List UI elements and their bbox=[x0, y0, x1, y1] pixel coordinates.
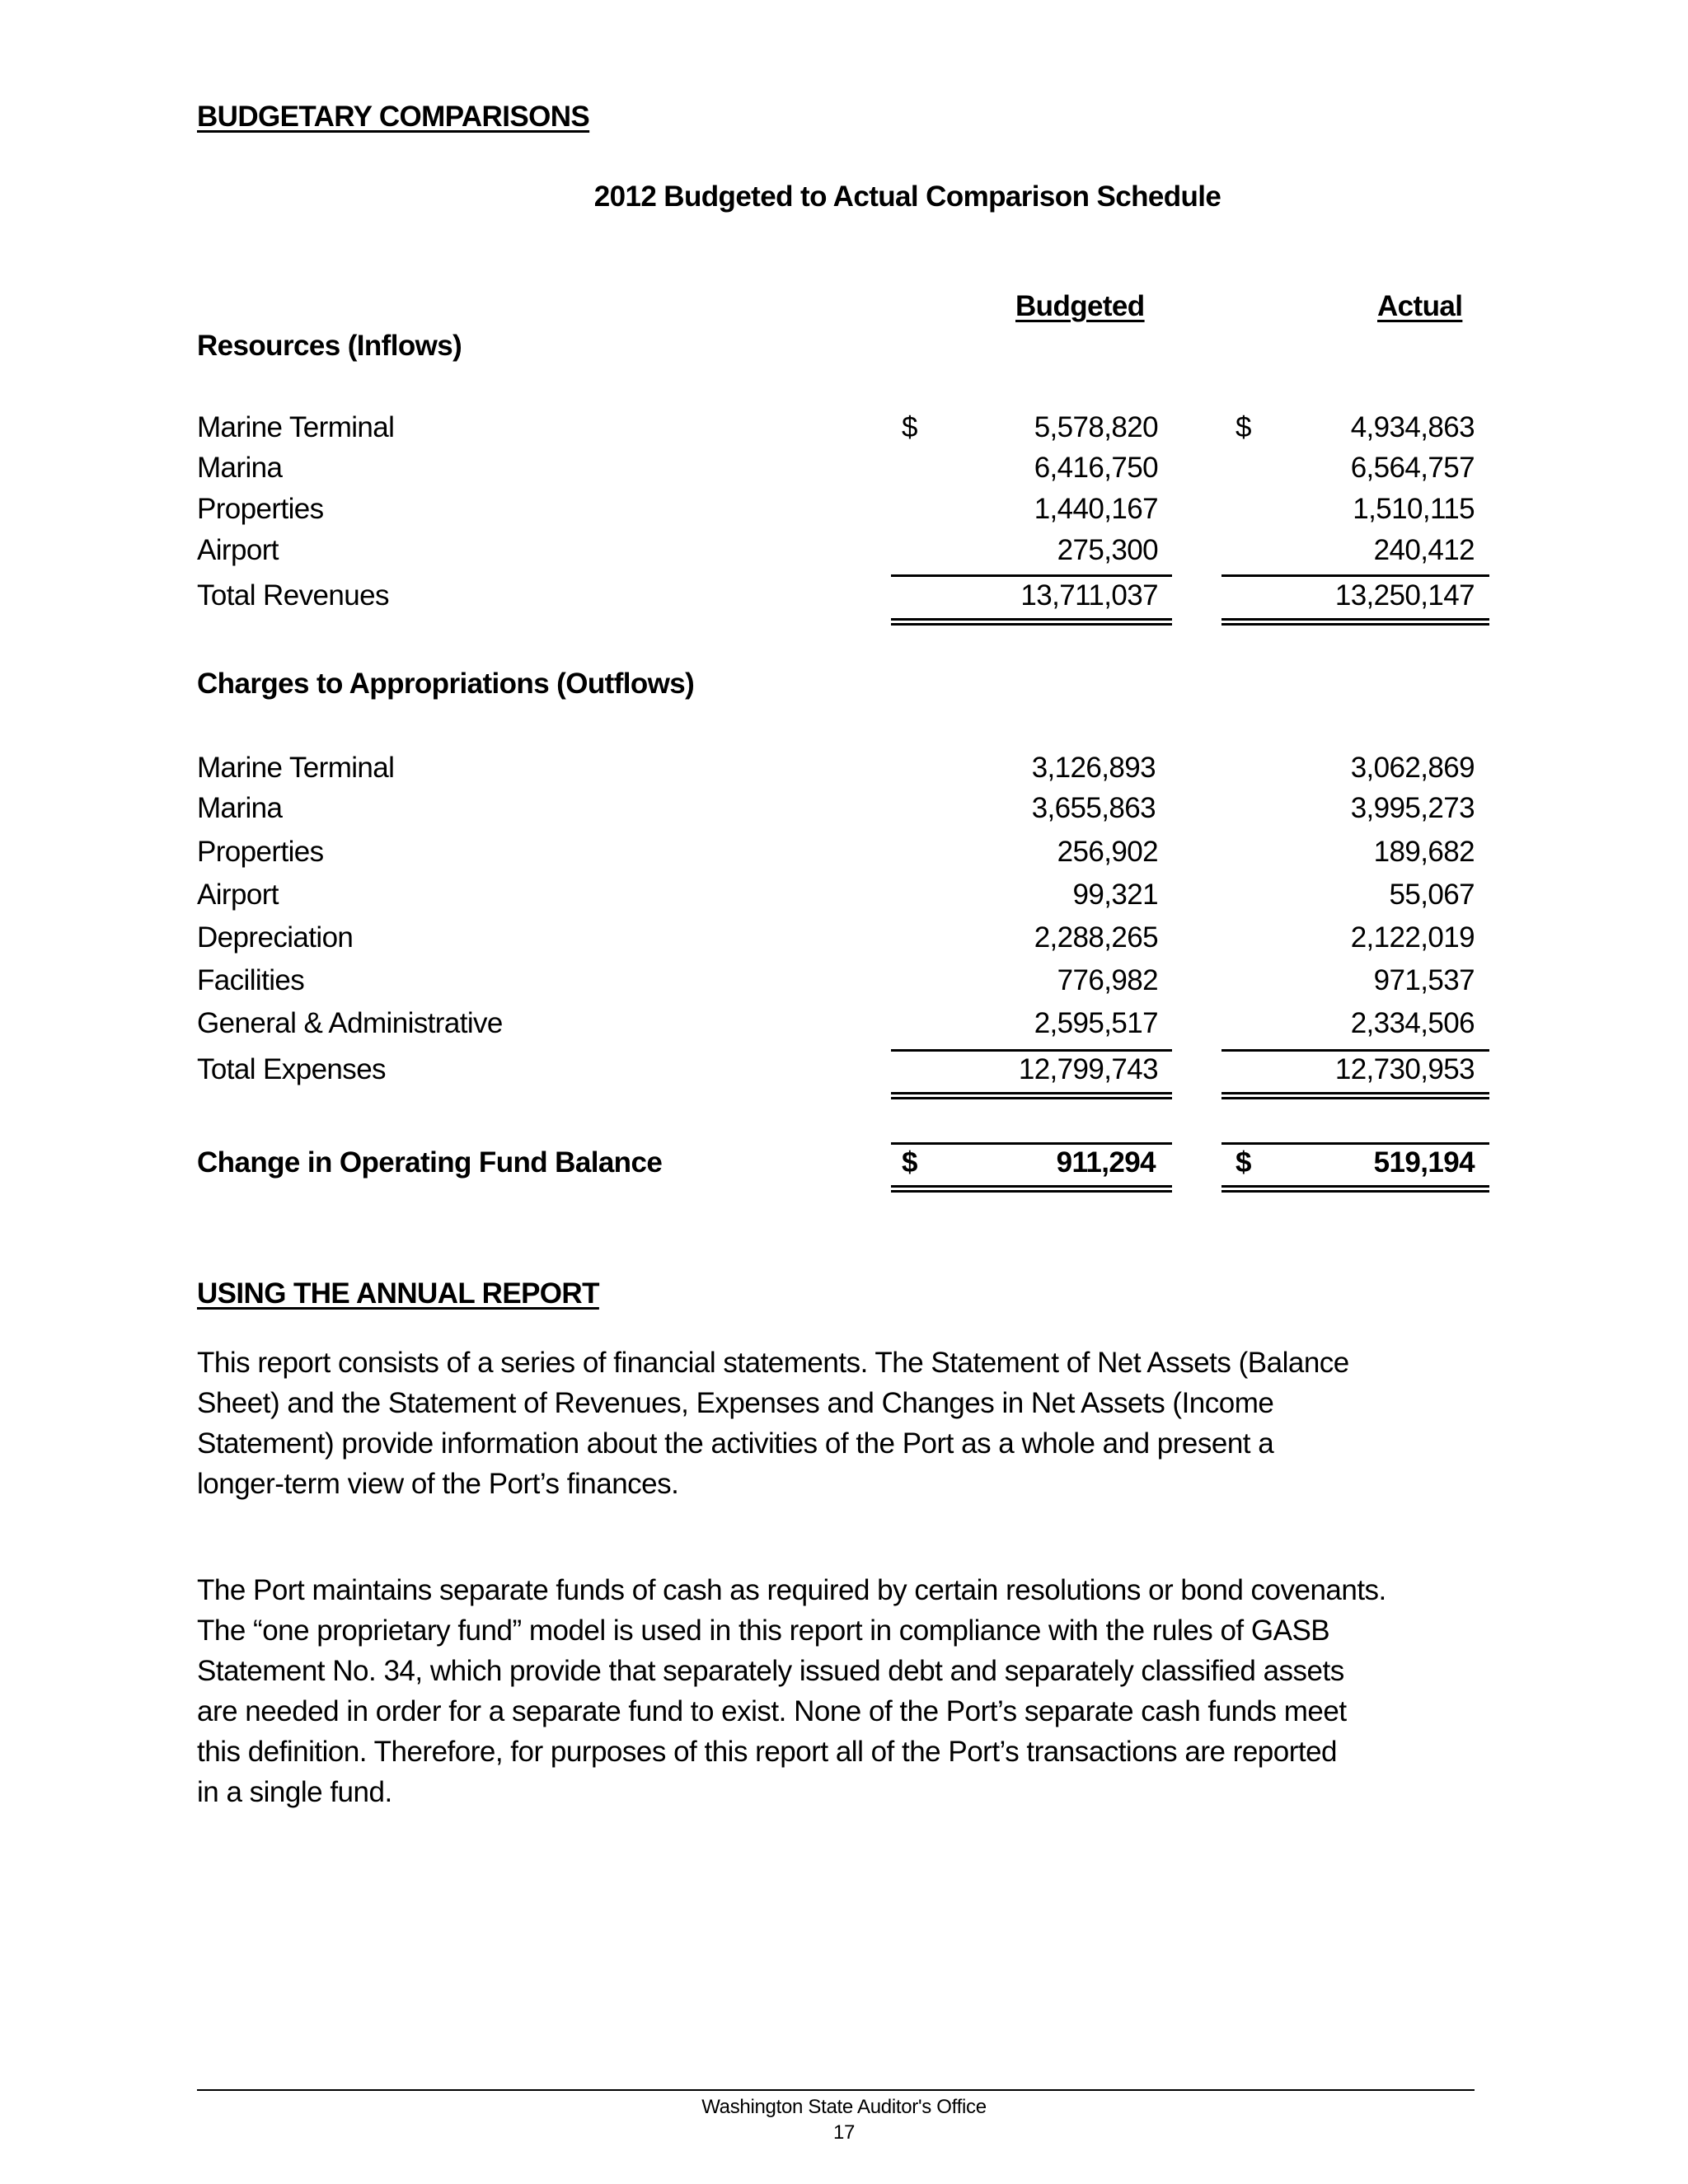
row-label: Airport bbox=[197, 879, 279, 911]
paragraph-line: longer-term view of the Port’s finances. bbox=[197, 1468, 679, 1500]
actual-value: 1,510,115 bbox=[1353, 493, 1475, 525]
total-revenues-actual: 13,250,147 bbox=[1334, 579, 1475, 612]
budgeted-value: 3,655,863 bbox=[1031, 792, 1156, 824]
row-label: Properties bbox=[197, 493, 324, 525]
total-revenues-budgeted: 13,711,037 bbox=[1020, 579, 1158, 612]
budgeted-value: 3,126,893 bbox=[1031, 752, 1156, 784]
actual-value: 2,122,019 bbox=[1350, 921, 1475, 954]
schedule-title: 2012 Budgeted to Actual Comparison Schedule bbox=[593, 180, 1221, 213]
row-label: Marine Terminal bbox=[197, 411, 395, 443]
actual-value: 971,537 bbox=[1373, 964, 1475, 996]
actual-value: 3,062,869 bbox=[1350, 752, 1475, 784]
page-number: 17 bbox=[832, 2121, 856, 2144]
total-revenues-label: Total Revenues bbox=[197, 579, 389, 612]
footer-office: Washington State Auditor's Office bbox=[701, 2096, 987, 2118]
actual-value: 189,682 bbox=[1373, 836, 1475, 868]
paragraph-line: in a single fund. bbox=[197, 1776, 392, 1808]
budgeted-value: 2,595,517 bbox=[1034, 1007, 1158, 1039]
row-label: Airport bbox=[197, 534, 279, 566]
total-double-rule bbox=[1221, 1092, 1489, 1099]
column-header-actual: Actual bbox=[1377, 290, 1463, 322]
row-label: Marine Terminal bbox=[197, 752, 395, 784]
actual-value: 2,334,506 bbox=[1350, 1007, 1475, 1039]
resources-heading: Resources (Inflows) bbox=[197, 330, 462, 362]
column-header-budgeted: Budgeted bbox=[1015, 290, 1145, 322]
actual-value: 6,564,757 bbox=[1350, 452, 1475, 484]
total-double-rule bbox=[891, 618, 1172, 626]
paragraph-1 bbox=[197, 1343, 1483, 1504]
change-top-rule bbox=[1221, 1142, 1489, 1145]
budgeted-value: 99,321 bbox=[1072, 879, 1158, 911]
budgeted-value: 776,982 bbox=[1057, 964, 1158, 996]
currency-symbol: $ bbox=[1236, 411, 1251, 443]
total-expenses-label: Total Expenses bbox=[197, 1053, 386, 1085]
budgeted-value: 6,416,750 bbox=[1034, 452, 1158, 484]
total-expenses-budgeted: 12,799,743 bbox=[1018, 1053, 1158, 1085]
change-actual: 519,194 bbox=[1373, 1146, 1475, 1179]
actual-value: 3,995,273 bbox=[1350, 792, 1475, 824]
budgeted-value: 2,288,265 bbox=[1034, 921, 1158, 954]
row-label: Properties bbox=[197, 836, 324, 868]
subtotal-rule bbox=[1221, 1049, 1489, 1052]
budgeted-value: 275,300 bbox=[1057, 534, 1158, 566]
subtotal-rule bbox=[891, 1049, 1172, 1052]
paragraph-line: Statement) provide information about the activities of the Port as a whole and present a bbox=[197, 1427, 1274, 1460]
total-expenses-actual: 12,730,953 bbox=[1334, 1053, 1475, 1085]
budgeted-value: 256,902 bbox=[1057, 836, 1158, 868]
row-label: Facilities bbox=[197, 964, 305, 996]
using-report-heading: USING THE ANNUAL REPORT bbox=[197, 1277, 599, 1310]
paragraph-2 bbox=[197, 1570, 1483, 1812]
total-double-rule bbox=[891, 1092, 1172, 1099]
budgeted-value: 1,440,167 bbox=[1034, 493, 1158, 525]
row-label: General & Administrative bbox=[197, 1007, 503, 1039]
paragraph-line: This report consists of a series of financial statements. The Statement of Net Assets (Balance bbox=[197, 1347, 1349, 1379]
paragraph-line: Statement No. 34, which provide that separately issued debt and separately classified assets bbox=[197, 1655, 1344, 1687]
paragraph-line: The Port maintains separate funds of cash as required by certain resolutions or bond covenants. bbox=[197, 1574, 1386, 1606]
section-heading: BUDGETARY COMPARISONS bbox=[197, 101, 590, 133]
actual-value: 4,934,863 bbox=[1350, 411, 1475, 443]
change-double-rule bbox=[891, 1185, 1172, 1193]
row-label: Marina bbox=[197, 452, 283, 484]
row-label: Marina bbox=[197, 792, 283, 824]
currency-symbol: $ bbox=[902, 411, 917, 443]
currency-symbol: $ bbox=[1236, 1146, 1251, 1179]
charges-heading: Charges to Appropriations (Outflows) bbox=[197, 668, 695, 700]
currency-symbol: $ bbox=[902, 1146, 917, 1179]
actual-value: 55,067 bbox=[1389, 879, 1475, 911]
change-budgeted: 911,294 bbox=[1056, 1146, 1156, 1179]
total-double-rule bbox=[1221, 618, 1489, 626]
footer-rule bbox=[197, 2089, 1475, 2091]
paragraph-line: Sheet) and the Statement of Revenues, Expenses and Changes in Net Assets (Income bbox=[197, 1387, 1274, 1419]
paragraph-line: this definition. Therefore, for purposes of this report all of the Port’s transactions are reported bbox=[197, 1736, 1338, 1768]
actual-value: 240,412 bbox=[1373, 534, 1475, 566]
paragraph-line: The “one proprietary fund” model is used in this report in compliance with the rules of GASB bbox=[197, 1615, 1330, 1647]
change-double-rule bbox=[1221, 1185, 1489, 1193]
subtotal-rule bbox=[1221, 574, 1489, 577]
change-top-rule bbox=[891, 1142, 1172, 1145]
budgeted-value: 5,578,820 bbox=[1034, 411, 1158, 443]
subtotal-rule bbox=[891, 574, 1172, 577]
change-label: Change in Operating Fund Balance bbox=[197, 1146, 663, 1179]
row-label: Depreciation bbox=[197, 921, 354, 954]
paragraph-line: are needed in order for a separate fund to exist. None of the Port’s separate cash funds meet bbox=[197, 1695, 1347, 1727]
